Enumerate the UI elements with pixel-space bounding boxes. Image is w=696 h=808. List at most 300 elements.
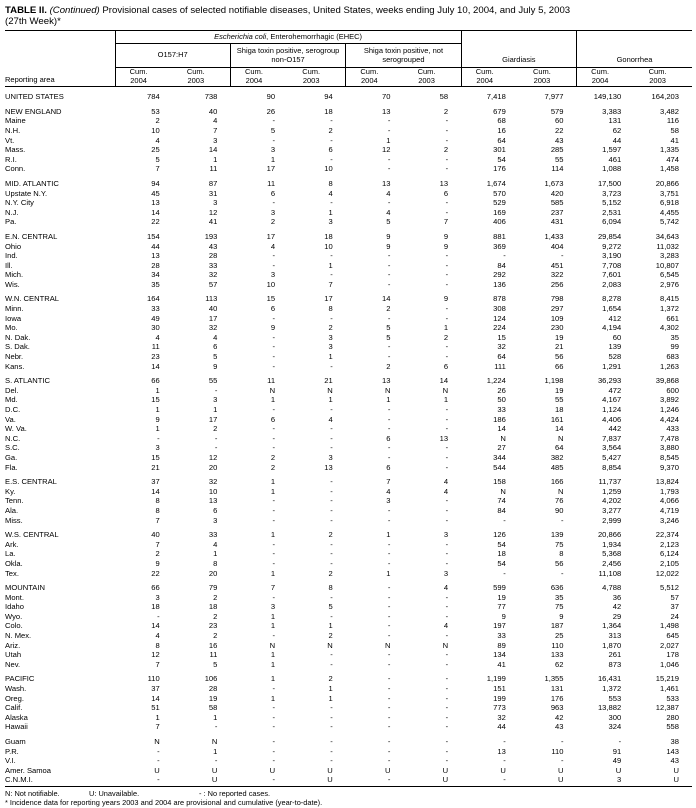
value-cell: N bbox=[384, 640, 391, 650]
value-cell: 94 bbox=[324, 92, 333, 102]
value-cell: U bbox=[442, 765, 449, 775]
value-cell: - bbox=[560, 737, 564, 746]
cum-label: Cum. bbox=[186, 67, 205, 76]
value-cell: - bbox=[445, 405, 449, 414]
value-cell: 9,272 bbox=[602, 241, 622, 251]
value-cell: - bbox=[387, 659, 391, 669]
value-cell: 7 bbox=[155, 722, 160, 732]
value-cell: 54 bbox=[497, 558, 506, 568]
value-cell: 42 bbox=[555, 712, 564, 722]
value-cell: 149,130 bbox=[593, 92, 622, 102]
value-cell: 237 bbox=[550, 207, 564, 217]
value-cell: 124 bbox=[493, 313, 506, 323]
state-row bbox=[5, 116, 692, 126]
value-cell: - bbox=[330, 486, 333, 496]
value-cell: 1 bbox=[155, 712, 160, 722]
value-cell: - bbox=[387, 154, 391, 164]
value-cell: 1,793 bbox=[659, 486, 679, 496]
value-cell: 28 bbox=[151, 260, 160, 270]
value-cell: 4 bbox=[386, 486, 391, 496]
giardiasis-header: Giardiasis bbox=[461, 31, 576, 68]
value-cell: - bbox=[272, 756, 276, 766]
state-row bbox=[5, 342, 692, 352]
cum-label: Cum. bbox=[532, 67, 551, 76]
value-cell: 544 bbox=[493, 462, 506, 472]
value-cell: - bbox=[330, 650, 333, 660]
value-cell: 17,500 bbox=[597, 178, 622, 188]
value-cell: N bbox=[500, 433, 506, 443]
value-cell: 369 bbox=[493, 241, 506, 251]
value-cell: 261 bbox=[608, 650, 622, 660]
value-cell: 32 bbox=[497, 342, 506, 352]
value-cell: 10 bbox=[324, 241, 333, 251]
value-cell: 8 bbox=[155, 640, 160, 650]
region-row bbox=[5, 525, 692, 540]
ehec-group-suffix: , Enterohemorrhagic (EHEC) bbox=[266, 32, 363, 42]
value-cell: 13 bbox=[381, 178, 391, 188]
reporting-area-cell: N.C. bbox=[5, 433, 21, 443]
value-cell: 1 bbox=[328, 395, 333, 405]
value-cell: 143 bbox=[666, 746, 679, 756]
value-cell: 579 bbox=[550, 106, 564, 116]
cum-label: Cum. bbox=[417, 67, 436, 76]
value-cell: 14 bbox=[151, 207, 160, 217]
value-cell: 9 bbox=[559, 611, 564, 621]
value-cell: - bbox=[387, 684, 391, 694]
state-row bbox=[5, 775, 692, 786]
value-cell: 2 bbox=[155, 116, 160, 126]
table-title-text: Provisional cases of selected notifiable diseases, United States, weeks ending July 10, 2004, and July 5, 2003 bbox=[99, 5, 571, 16]
value-cell: - bbox=[560, 756, 564, 766]
value-cell: 8,278 bbox=[602, 294, 622, 304]
o157h7-header: O157:H7 bbox=[115, 44, 230, 68]
value-cell: 1 bbox=[328, 684, 333, 694]
value-cell: 53 bbox=[151, 106, 160, 116]
footnote-incidence: * Incidence data for reporting years 2003 and 2004 are provisional and cumulative (year-to-date). bbox=[5, 797, 323, 807]
value-cell: 3,283 bbox=[659, 251, 679, 261]
value-cell: 70 bbox=[381, 92, 391, 102]
cum-label: Cum. bbox=[475, 67, 494, 76]
value-cell: - bbox=[387, 756, 391, 766]
value-cell: 1 bbox=[386, 395, 391, 405]
table-number: TABLE II. bbox=[5, 5, 47, 16]
value-cell: 13 bbox=[208, 496, 218, 506]
value-cell: - bbox=[445, 693, 449, 703]
value-cell: - bbox=[445, 659, 449, 669]
value-cell: 485 bbox=[550, 462, 564, 472]
value-cell: 9,370 bbox=[659, 462, 679, 472]
region-row bbox=[5, 102, 692, 117]
value-cell: U bbox=[173, 775, 231, 786]
value-cell: 1,364 bbox=[602, 621, 622, 631]
value-cell: - bbox=[272, 592, 276, 602]
table-title bbox=[5, 5, 692, 27]
reporting-area-cell: Nev. bbox=[5, 659, 21, 669]
value-cell: - bbox=[387, 443, 391, 453]
value-cell: - bbox=[157, 746, 160, 756]
group-header-row bbox=[5, 31, 692, 44]
value-cell: 553 bbox=[608, 693, 622, 703]
value-cell: 12,022 bbox=[655, 568, 679, 578]
value-cell: 6 bbox=[213, 505, 218, 515]
value-cell: - bbox=[445, 270, 449, 280]
year-label: 2003 bbox=[187, 75, 205, 85]
value-cell: 5 bbox=[386, 323, 391, 333]
value-cell: 3 bbox=[328, 452, 333, 462]
value-cell: 2 bbox=[443, 332, 449, 342]
value-cell: 7 bbox=[328, 279, 333, 289]
state-row bbox=[5, 189, 692, 199]
value-cell: 3 bbox=[213, 395, 218, 405]
value-cell: - bbox=[387, 611, 391, 621]
cum-2003-header bbox=[634, 68, 692, 87]
value-cell: - bbox=[503, 756, 506, 766]
value-cell: 1,291 bbox=[602, 361, 622, 371]
value-cell: 15 bbox=[266, 294, 276, 304]
value-cell: 25 bbox=[555, 631, 564, 641]
value-cell: 1 bbox=[155, 424, 160, 434]
value-cell: - bbox=[560, 568, 564, 578]
value-cell: - bbox=[387, 424, 391, 434]
year-label: 2004 bbox=[130, 75, 147, 85]
value-cell: 1 bbox=[213, 712, 218, 722]
value-cell: 36 bbox=[612, 592, 622, 602]
value-cell: 2 bbox=[328, 568, 333, 578]
value-cell: 1,498 bbox=[659, 621, 679, 631]
value-cell: 4,788 bbox=[602, 583, 622, 593]
value-cell: 19 bbox=[497, 592, 506, 602]
value-cell: - bbox=[272, 549, 276, 559]
value-cell: 1,674 bbox=[486, 178, 506, 188]
reporting-area-cell: Ga. bbox=[5, 452, 18, 462]
value-cell: 14 bbox=[555, 424, 564, 434]
value-cell: 9 bbox=[443, 294, 449, 304]
value-cell: 13 bbox=[151, 198, 160, 208]
state-row bbox=[5, 323, 692, 333]
value-cell: - bbox=[445, 496, 449, 506]
value-cell: 35 bbox=[555, 592, 564, 602]
value-cell: - bbox=[445, 164, 449, 174]
value-cell: 2 bbox=[386, 361, 391, 371]
value-cell: 161 bbox=[550, 414, 564, 424]
value-cell: 13 bbox=[439, 433, 449, 443]
value-cell: 8 bbox=[155, 505, 160, 515]
value-cell: 84 bbox=[497, 505, 506, 515]
value-cell: 22 bbox=[555, 125, 564, 135]
region-row bbox=[5, 174, 692, 189]
cum-2003-header bbox=[173, 68, 231, 87]
reporting-area-cell: Nebr. bbox=[5, 352, 24, 362]
state-row bbox=[5, 631, 692, 641]
value-cell: - bbox=[330, 515, 333, 525]
value-cell: 18 bbox=[151, 602, 160, 612]
value-cell: 8 bbox=[155, 496, 160, 506]
value-cell: - bbox=[445, 674, 449, 684]
state-row bbox=[5, 569, 692, 579]
value-cell: 2 bbox=[443, 145, 449, 155]
value-cell: 3,482 bbox=[659, 106, 679, 116]
value-cell: 6 bbox=[443, 188, 449, 198]
value-cell: 151 bbox=[493, 684, 506, 694]
value-cell: - bbox=[330, 270, 333, 280]
reporting-area-cell: E.N. CENTRAL bbox=[5, 231, 58, 241]
value-cell: - bbox=[214, 722, 218, 732]
value-cell: - bbox=[272, 712, 276, 722]
value-cell: 13 bbox=[324, 462, 333, 472]
value-cell: 14 bbox=[381, 294, 391, 304]
value-cell: 2 bbox=[328, 323, 333, 333]
value-cell: 431 bbox=[550, 217, 564, 227]
year-label: 2004 bbox=[245, 75, 263, 85]
value-cell: - bbox=[387, 621, 391, 631]
value-cell: 4 bbox=[155, 631, 160, 641]
value-cell: 558 bbox=[666, 722, 679, 732]
value-cell: U bbox=[519, 775, 577, 786]
value-cell: 878 bbox=[493, 294, 506, 304]
cum-label: Cum. bbox=[129, 67, 148, 76]
reporting-area-cell: Vt. bbox=[5, 135, 15, 145]
value-cell: 17 bbox=[208, 414, 218, 424]
value-cell: 62 bbox=[555, 659, 564, 669]
region-row bbox=[5, 87, 692, 102]
value-cell: 3 bbox=[213, 135, 218, 145]
value-cell: - bbox=[445, 251, 449, 261]
value-cell: - bbox=[387, 539, 391, 549]
value-cell: - bbox=[560, 515, 564, 525]
value-cell: 1 bbox=[443, 323, 449, 333]
value-cell: 66 bbox=[555, 361, 564, 371]
value-cell: 3,246 bbox=[659, 515, 679, 525]
value-cell: 5,152 bbox=[602, 198, 622, 208]
reporting-area-cell: N. Mex. bbox=[5, 631, 32, 641]
value-cell: 8 bbox=[328, 583, 333, 593]
value-cell: - bbox=[214, 756, 218, 766]
state-row bbox=[5, 559, 692, 569]
value-cell: 2,105 bbox=[659, 558, 679, 568]
value-cell: - bbox=[445, 650, 449, 660]
value-cell: 297 bbox=[550, 304, 564, 314]
state-row bbox=[5, 270, 692, 280]
value-cell: - bbox=[272, 737, 276, 746]
value-cell: 301 bbox=[493, 145, 506, 155]
value-cell: 10 bbox=[266, 279, 276, 289]
value-cell: 1,673 bbox=[544, 178, 564, 188]
value-cell: 6 bbox=[270, 414, 276, 424]
value-cell: 54 bbox=[497, 154, 506, 164]
value-cell: 3 bbox=[155, 443, 160, 453]
value-cell: - bbox=[272, 352, 276, 362]
reporting-area-cell: Iowa bbox=[5, 313, 22, 323]
value-cell: 11,032 bbox=[656, 241, 679, 251]
reporting-area-cell: Tex. bbox=[5, 568, 19, 578]
value-cell: 27 bbox=[497, 443, 506, 453]
value-cell: 2 bbox=[386, 304, 391, 314]
value-cell: 1 bbox=[270, 486, 276, 496]
value-cell: - bbox=[387, 746, 391, 756]
value-cell: 5 bbox=[213, 352, 218, 362]
value-cell: - bbox=[330, 424, 333, 434]
value-cell: 4 bbox=[443, 486, 449, 496]
value-cell: 406 bbox=[493, 217, 506, 227]
year-label: 2004 bbox=[476, 75, 494, 85]
value-cell: 134 bbox=[493, 650, 506, 660]
value-cell: 26 bbox=[497, 385, 506, 395]
value-cell: - bbox=[445, 631, 449, 641]
value-cell: 33 bbox=[497, 405, 506, 414]
value-cell: 1 bbox=[270, 693, 276, 703]
value-cell: 43 bbox=[208, 241, 218, 251]
value-cell: 442 bbox=[608, 424, 622, 434]
value-cell: 154 bbox=[147, 231, 160, 241]
value-cell: - bbox=[387, 505, 391, 515]
value-cell: 382 bbox=[550, 452, 564, 462]
value-cell: 99 bbox=[670, 342, 679, 352]
value-cell: - bbox=[387, 583, 391, 593]
value-cell: 1,372 bbox=[602, 684, 622, 694]
value-cell: 4 bbox=[386, 207, 391, 217]
value-cell: - bbox=[387, 515, 391, 525]
value-cell: 1 bbox=[270, 530, 276, 540]
reporting-area-cell: La. bbox=[5, 549, 16, 559]
value-cell: 8,415 bbox=[659, 294, 679, 304]
value-cell: - bbox=[330, 116, 333, 126]
value-cell: 32 bbox=[497, 712, 506, 722]
value-cell: 10 bbox=[208, 486, 218, 496]
value-cell: 9 bbox=[501, 611, 506, 621]
value-cell: - bbox=[445, 424, 449, 434]
value-cell: 30 bbox=[151, 323, 160, 333]
value-cell: 33 bbox=[497, 631, 506, 641]
value-cell: 784 bbox=[147, 92, 160, 102]
value-cell: 6,545 bbox=[659, 270, 679, 280]
state-row bbox=[5, 164, 692, 174]
state-row bbox=[5, 208, 692, 218]
value-cell: 13 bbox=[439, 178, 449, 188]
reporting-area-cell: D.C. bbox=[5, 405, 21, 414]
value-cell: 50 bbox=[497, 395, 506, 405]
value-cell: 4,302 bbox=[659, 323, 679, 333]
reporting-area-cell: Upstate N.Y. bbox=[5, 188, 48, 198]
value-cell: - bbox=[445, 207, 449, 217]
value-cell: 1,046 bbox=[659, 659, 679, 669]
value-cell: - bbox=[503, 568, 506, 578]
value-cell: N bbox=[269, 385, 276, 395]
cum-2003-header bbox=[288, 68, 346, 87]
value-cell: 4,202 bbox=[602, 496, 622, 506]
value-cell: 19 bbox=[555, 385, 564, 395]
value-cell: - bbox=[272, 443, 276, 453]
value-cell: 55 bbox=[555, 395, 564, 405]
value-cell: - bbox=[387, 405, 391, 414]
value-cell: 6 bbox=[443, 361, 449, 371]
value-cell: - bbox=[445, 198, 449, 208]
value-cell: 90 bbox=[555, 505, 564, 515]
value-cell: U bbox=[384, 765, 391, 775]
value-cell: - bbox=[330, 712, 333, 722]
value-cell: - bbox=[115, 775, 173, 786]
reporting-area-cell: Wyo. bbox=[5, 611, 23, 621]
value-cell: 4 bbox=[443, 477, 449, 487]
value-cell: 7,708 bbox=[602, 260, 622, 270]
value-cell: 1 bbox=[155, 385, 160, 395]
value-cell: 3,880 bbox=[659, 443, 679, 453]
state-row bbox=[5, 304, 692, 314]
state-row bbox=[5, 352, 692, 362]
value-cell: - bbox=[387, 558, 391, 568]
state-row bbox=[5, 251, 692, 261]
value-cell: 33 bbox=[208, 530, 218, 540]
value-cell: 7 bbox=[155, 164, 160, 174]
value-cell: U bbox=[327, 765, 333, 775]
value-cell: 1 bbox=[386, 135, 391, 145]
value-cell: 529 bbox=[493, 198, 506, 208]
value-cell: 1 bbox=[443, 395, 449, 405]
value-cell: 24 bbox=[670, 611, 679, 621]
value-cell: 313 bbox=[608, 631, 622, 641]
value-cell: 22 bbox=[151, 568, 160, 578]
value-cell: 683 bbox=[666, 352, 679, 362]
shiga-not-serogrouped-header: Shiga toxin positive, not serogrouped bbox=[346, 44, 461, 68]
value-cell: - bbox=[330, 433, 333, 443]
value-cell: 14 bbox=[151, 693, 160, 703]
value-cell: 5,742 bbox=[659, 217, 679, 227]
value-cell: 9 bbox=[386, 231, 391, 241]
value-cell: 21 bbox=[324, 376, 333, 386]
reporting-area-cell: Ark. bbox=[5, 539, 19, 549]
value-cell: 58 bbox=[208, 703, 218, 713]
value-cell: 64 bbox=[497, 135, 506, 145]
cum-2004-header bbox=[230, 68, 288, 87]
value-cell: 74 bbox=[497, 496, 506, 506]
value-cell: 10 bbox=[324, 164, 333, 174]
value-cell: 22 bbox=[151, 217, 160, 227]
value-cell: 7 bbox=[155, 539, 160, 549]
value-cell: 1 bbox=[386, 530, 391, 540]
value-cell: 14 bbox=[151, 361, 160, 371]
value-cell: - bbox=[272, 424, 276, 434]
value-cell: 461 bbox=[608, 154, 622, 164]
value-cell: 39,868 bbox=[655, 376, 679, 386]
value-cell: - bbox=[445, 722, 449, 732]
value-cell: 6 bbox=[213, 342, 218, 352]
value-cell: 4,194 bbox=[602, 323, 622, 333]
state-row bbox=[5, 602, 692, 612]
value-cell: 79 bbox=[208, 583, 218, 593]
value-cell: 1 bbox=[386, 568, 391, 578]
value-cell: 18 bbox=[497, 549, 506, 559]
value-cell: - bbox=[387, 279, 391, 289]
reporting-area-cell: N.Y. City bbox=[5, 198, 34, 208]
value-cell: 41 bbox=[208, 217, 218, 227]
reporting-area-cell: UNITED STATES bbox=[5, 92, 64, 102]
value-cell: - bbox=[330, 443, 333, 453]
value-cell: - bbox=[445, 515, 449, 525]
value-cell: 37 bbox=[670, 602, 679, 612]
value-cell: 2 bbox=[270, 462, 276, 472]
state-row bbox=[5, 722, 692, 732]
value-cell: 36,293 bbox=[597, 376, 622, 386]
value-cell: 2,083 bbox=[602, 279, 622, 289]
value-cell: 1 bbox=[213, 746, 218, 756]
state-row bbox=[5, 593, 692, 603]
value-cell: - bbox=[387, 674, 391, 684]
value-cell: 292 bbox=[493, 270, 506, 280]
value-cell: - bbox=[272, 332, 276, 342]
value-cell: 20,866 bbox=[655, 178, 679, 188]
value-cell: 1,335 bbox=[659, 145, 679, 155]
state-row bbox=[5, 424, 692, 434]
value-cell: - bbox=[445, 592, 449, 602]
